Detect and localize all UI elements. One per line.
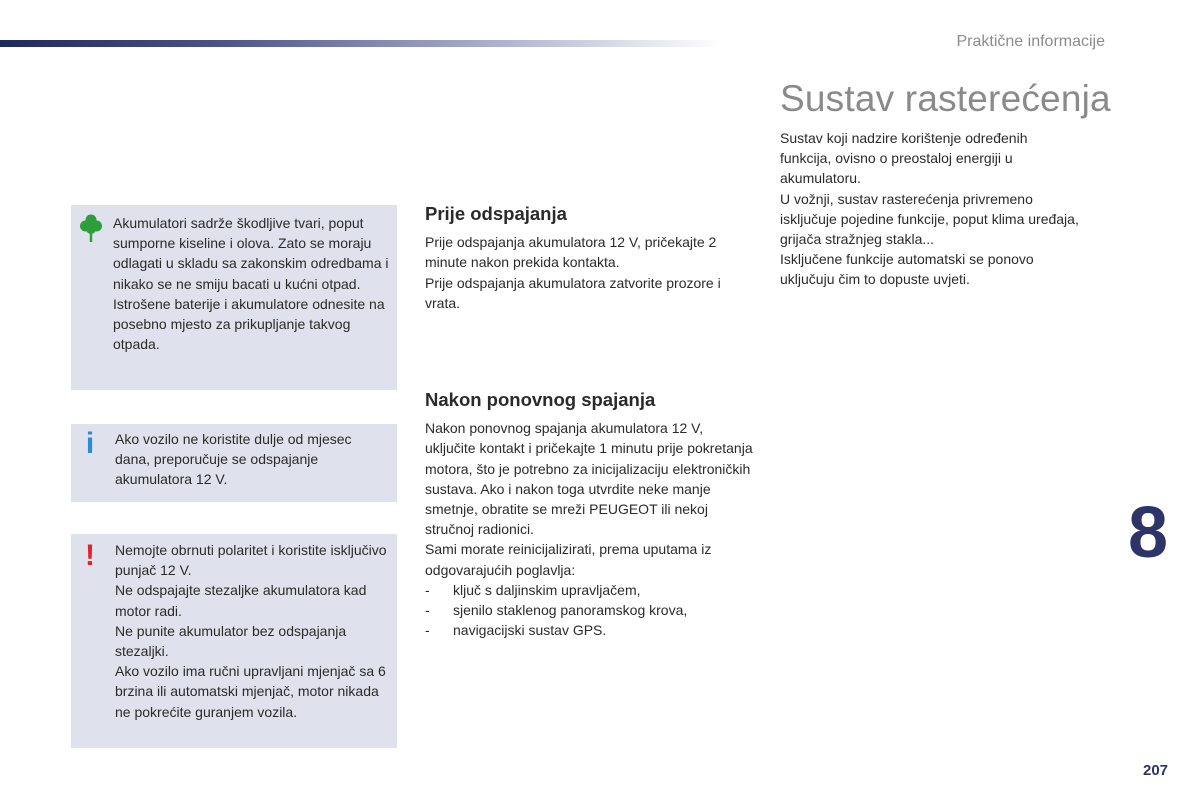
- warning-note: [71, 534, 397, 748]
- info-note: [71, 424, 397, 502]
- dash-marker: -: [425, 602, 430, 619]
- page-number: 207: [1143, 762, 1169, 779]
- section-after-reconnecting: [425, 390, 755, 640]
- section-paragraph: Prije odspajanja akumulatora zatvorite prozore i vrata.: [425, 274, 721, 311]
- list-item: [425, 620, 755, 640]
- section-paragraph: Nakon ponovnog spajanja akumulatora 12 V, uključite kontakt i pričekajte 1 minutu prije pokretanja motora, što je potrebno za inicijalizaciju elektroničkih sustava. Ako i nakon toga utvrdite neke manje smetnje, obratite se mreži PEUGEOT ili nekoj stručnoj radionici.: [425, 420, 753, 538]
- intro-paragraph: Isključene funkcije automatski se ponovo uključuju čim to dopuste uvjeti.: [780, 251, 1034, 288]
- info-icon: i: [85, 427, 95, 460]
- section-heading: Nakon ponovnog spajanja: [425, 389, 656, 410]
- environment-note: [71, 205, 397, 390]
- intro-paragraph: U vožnji, sustav rasterećenja privremeno isključuje pojedine funkcije, poput klima uređaja, grijača stražnjeg stakla...: [780, 190, 1079, 248]
- note-text: Nemojte obrnuti polaritet i koristite isključivo punjač 12 V.: [115, 542, 387, 579]
- intro-paragraph: Sustav koji nadzire korištenje određenih funkcija, ovisno o preostaloj energiji u akumulatoru.: [780, 130, 1028, 187]
- list-item-text: sjenilo staklenog panoramskog krova,: [453, 602, 688, 619]
- page-title: Sustav rasterećenja: [780, 78, 1111, 119]
- dash-marker: -: [425, 622, 430, 639]
- reinit-list: [425, 580, 755, 641]
- note-text: Ne odspajajte stezaljke akumulatora kad motor radi.: [115, 582, 367, 619]
- clover-icon: [80, 214, 102, 242]
- note-text: Ako vozilo ima ručni upravljani mjenjač sa 6 brzina ili automatski mjenjač, motor nikada ne pokrećite guranjem vozila.: [115, 663, 386, 720]
- list-item-text: navigacijski sustav GPS.: [453, 622, 607, 639]
- section-paragraph: Sami morate reinicijalizirati, prema uputama iz odgovarajućih poglavlja:: [425, 541, 712, 578]
- note-text: Ako vozilo ne koristite dulje od mjesec dana, preporučuje se odspajanje akumulatora 12 V.: [115, 431, 352, 488]
- section-before-disconnecting: [425, 204, 755, 313]
- exclamation-icon: !: [85, 539, 95, 572]
- section-paragraph: Prije odspajanja akumulatora 12 V, pričekajte 2 minute nakon prekida kontakta.: [425, 234, 717, 271]
- list-item: [425, 580, 755, 600]
- note-text: Ne punite akumulator bez odspajanja stezaljki.: [115, 622, 347, 660]
- section-title: Praktične informacije: [956, 33, 1105, 50]
- header-gradient-bar: [0, 40, 720, 47]
- note-text: Akumulatori sadrže škodljive tvari, poput sumporne kiseline i olova. Zato se moraju odlagati u skladu sa zakonskim odredbama i nikako se ne smiju bacati u kućni otpad.: [113, 215, 389, 292]
- note-text: Istrošene baterije i akumulatore odnesite na posebno mjesto za prikupljanje takvog otpada.: [113, 295, 385, 353]
- chapter-number: 8: [1128, 493, 1169, 573]
- list-item: [425, 600, 755, 620]
- dash-marker: -: [425, 581, 430, 598]
- intro-text: [780, 128, 1080, 290]
- section-heading: Prije odspajanja: [425, 203, 567, 224]
- list-item-text: ključ s daljinskim upravljačem,: [453, 581, 641, 598]
